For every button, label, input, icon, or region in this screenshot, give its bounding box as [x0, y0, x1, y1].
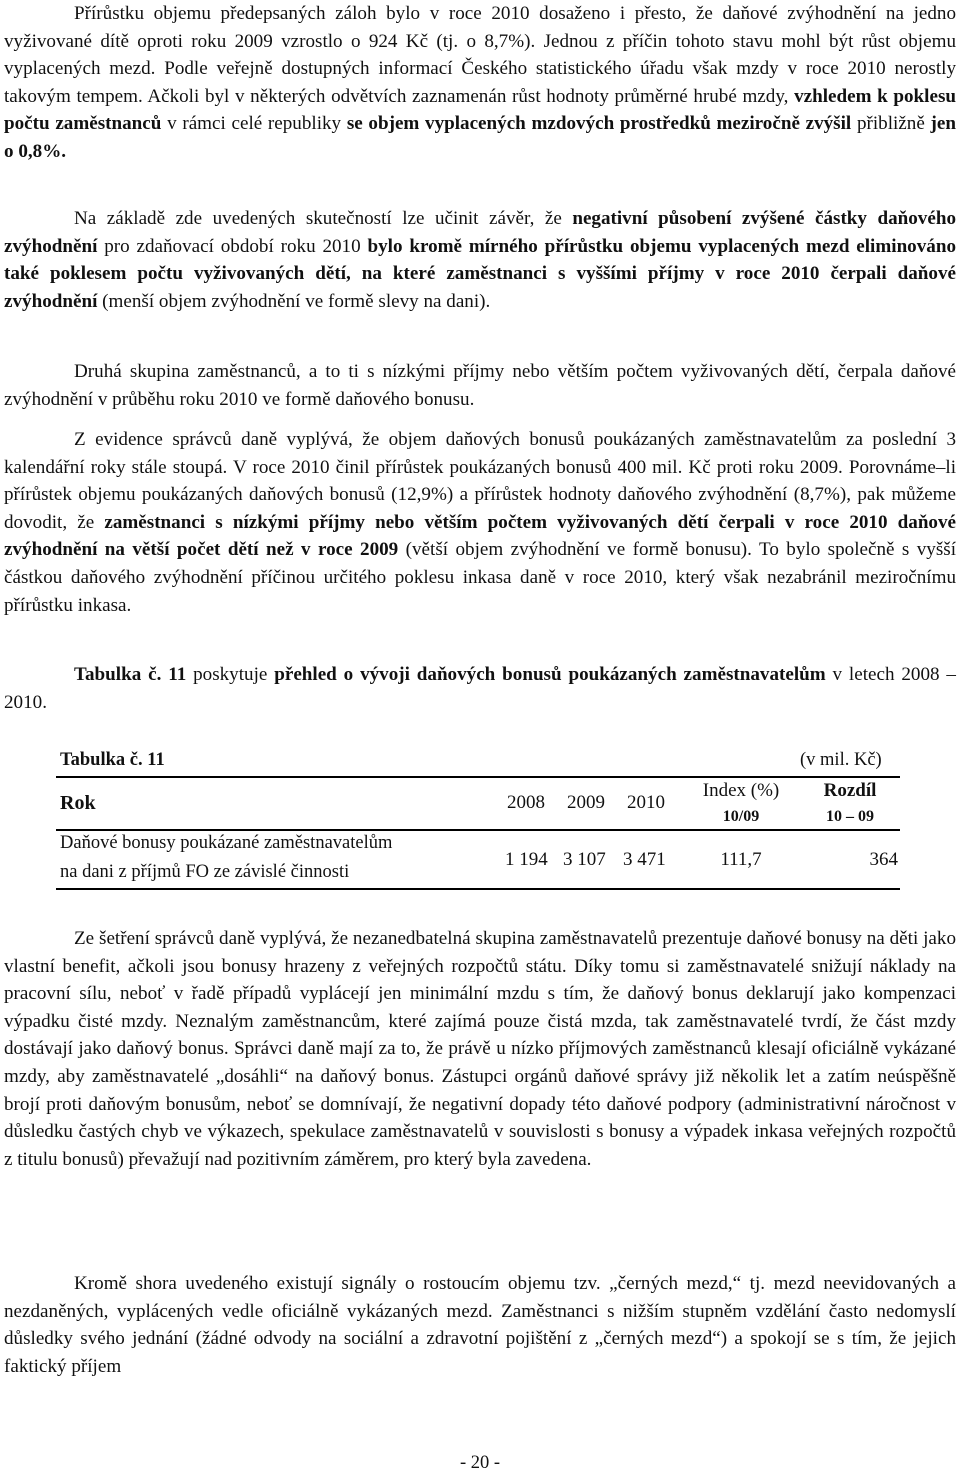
p5-bold-1: Tabulka č. 11 [74, 664, 187, 685]
row-label-line-2: na dani z příjmů FO ze závislé činnosti [60, 862, 350, 882]
table-top-rule [56, 776, 900, 778]
p2-text: Na základě zde uvedených skutečností lze učinit závěr, že [74, 208, 562, 229]
header-rok: Rok [60, 792, 96, 814]
p2-text-3: (menší objem zvýhodnění ve formě slevy na dani). [102, 290, 491, 312]
p7-text: Kromě shora uvedeného existují signály o rostoucím objemu tzv. „černých mezd,“ tj. mezd neevidovaných a nezdaněných, vyplácených vedle oficiálně vykázaných mezd. Zaměstnanci s nižším stupněm vzdělání často nedomyslí důsledky svého jednání (žádné odvody na sociální a zdravotní pojištění z „černých mezd“) a spokojí se s tím, že jejich faktický příjem [4, 1273, 956, 1377]
page-number: - 20 - [459, 1453, 501, 1473]
p5-bold-2: přehled o vývoji daňových bonusů poukázaných zaměstnavatelům [274, 664, 826, 685]
p4-text: Z evidence správců daně vyplývá, že objem daňových bonusů poukázaných zaměstnavatelům za poslední 3 kalendářní roky stále stoupá. V roce 2010 činil přírůstek poukázaných bonusů 400 mil. Kč proti roku 2009. Porovnáme–li přírůstek objemu poukázaných daňových bonusů (12,9%) a přírůstek hodnoty daňového zvýhodnění (8,7%), pak můžeme dovodit, že [4, 429, 956, 533]
p2-bold-2: bylo kromě mírného přírůstku objemu vyplacených mezd eliminováno také poklesem počtu vyživovaných dětí, na které zaměstnanci s vyššími příjmy v roce 2010 čerpali daňové zvýhodnění [4, 235, 956, 312]
p1-bold-3: jen o 0,8%. [4, 113, 956, 162]
p1-bold-1: vzhledem k poklesu počtu zaměstnanců [4, 85, 957, 135]
paragraph-second-group [4, 358, 956, 413]
header-rozdil-sub: 10 – 09 [826, 808, 874, 825]
row-value-2010: 3 471 [623, 849, 666, 870]
table-caption: Tabulka č. 11 [60, 750, 165, 770]
p5-text-2: v letech 2008 – 2010. [4, 664, 956, 713]
table-unit: (v mil. Kč) [800, 750, 882, 770]
row-label-line-1: Daňové bonusy poukázané zaměstnavatelům [60, 833, 393, 853]
p6-text: Ze šetření správců daně vyplývá, že nezanedbatelná skupina zaměstnavatelů prezentuje daňové bonusy na děti jako vlastní benefit, ačkoli jsou bonusy hrazeny z veřejných rozpočtů státu. Díky tomu si zaměstnavatelé snižují náklady na pracovní sílu, neboť v řadě případů vyplácejí jen minimální mzdu s tím, že daňový bonus deklarují jako kompenzaci výpadku čisté mzdy. Neznalým zaměstnancům, které zajímá pouze čistá mzda, tak zaměstnavatelé tvrdí, že část mzdy dostávají jako daňový bonus. Správci daně mají za to, že právě u nízko příjmových zaměstnanců klesají oficiálně vykázané mzdy, aby zaměstnavatelé „dosáhli“ na daňový bonus. Zástupci orgánů daňové správy již několik let a zatím neúspěšně brojí proti daňovým bonusům, neboť se domnívají, že negativní dopady této daňové podpory (administrativní náročnost v důsledku častých chyb ve výkazech, spekulace zaměstnavatelů v souvislosti s bonusy a výpadek inkasa veřejných rozpočtů z titulu bonusů) převažují nad pozitivním záměrem, pro který byla zavedena. [4, 928, 956, 1170]
paragraph-advance-payments [4, 0, 956, 166]
row-value-2008: 1 194 [505, 849, 548, 870]
row-value-2009: 3 107 [563, 849, 606, 870]
header-index: Index (%) [702, 780, 780, 801]
p1-text: Přírůstku objemu předepsaných záloh bylo v roce 2010 dosaženo i přesto, že daňové zvýhodnění na jedno vyživované dítě oproti roku 2009 vzrostlo o 924 Kč (tj. o 8,7%). Jednou z příčin tohoto stavu mohl být růst objemu vyplacených mezd. Podle veřejně dostupných informací Českého statistického úřadu však mzdy v roce 2010 nerostly takovým tempem. Ačkoli byl v některých odvětvích zaznamenán růst hodnoty průměrné hrubé mzdy, [4, 3, 956, 107]
header-2008: 2008 [507, 792, 545, 813]
p4-text-2: (větší objem zvýhodnění ve formě bonusu). To bylo společně s vyšší částkou daňového zvýhodnění příčinou určitého poklesu inkasa daně v roce 2010, který však nezabránil meziročnímu přírůstku inkasa. [4, 539, 957, 616]
paragraph-table-intro [4, 661, 956, 716]
p5-text: poskytuje [193, 664, 268, 685]
header-2010: 2010 [627, 792, 665, 813]
paragraph-tax-administrators [4, 925, 956, 1173]
paragraph-bonus-evidence [4, 426, 956, 619]
paragraph-black-wages [4, 1270, 956, 1380]
row-value-index: 111,7 [720, 849, 762, 870]
p4-bold-1: zaměstnanci s nízkými příjmy nebo větším počtem vyživovaných dětí čerpali v roce 2010 daňové zvýhodnění na větší počet dětí než v roce 2009 [4, 511, 957, 561]
p1-text-2: v rámci celé republiky [167, 113, 342, 135]
p1-bold-2: se objem vyplacených mzdových prostředků meziročně zvýšil [346, 113, 852, 135]
table-header-rule [56, 829, 900, 831]
paragraph-conclusion [4, 205, 956, 315]
header-rozdil: Rozdíl [823, 780, 877, 801]
p1-text-3: přibližně [856, 113, 925, 135]
p2-text-2: pro zdaňovací období roku 2010 [104, 235, 361, 257]
header-index-sub: 10/09 [722, 808, 760, 825]
p2-bold-1: negativní působení zvýšené částky daňového zvýhodnění [4, 208, 956, 257]
row-value-rozdil: 364 [869, 849, 898, 870]
header-2009: 2009 [567, 792, 605, 813]
p3-text: Druhá skupina zaměstnanců, a to ti s nízkými příjmy nebo větším počtem vyživovaných dětí, čerpala daňové zvýhodnění v průběhu roku 2010 ve formě daňového bonusu. [4, 361, 956, 410]
table-bottom-rule [56, 888, 900, 890]
